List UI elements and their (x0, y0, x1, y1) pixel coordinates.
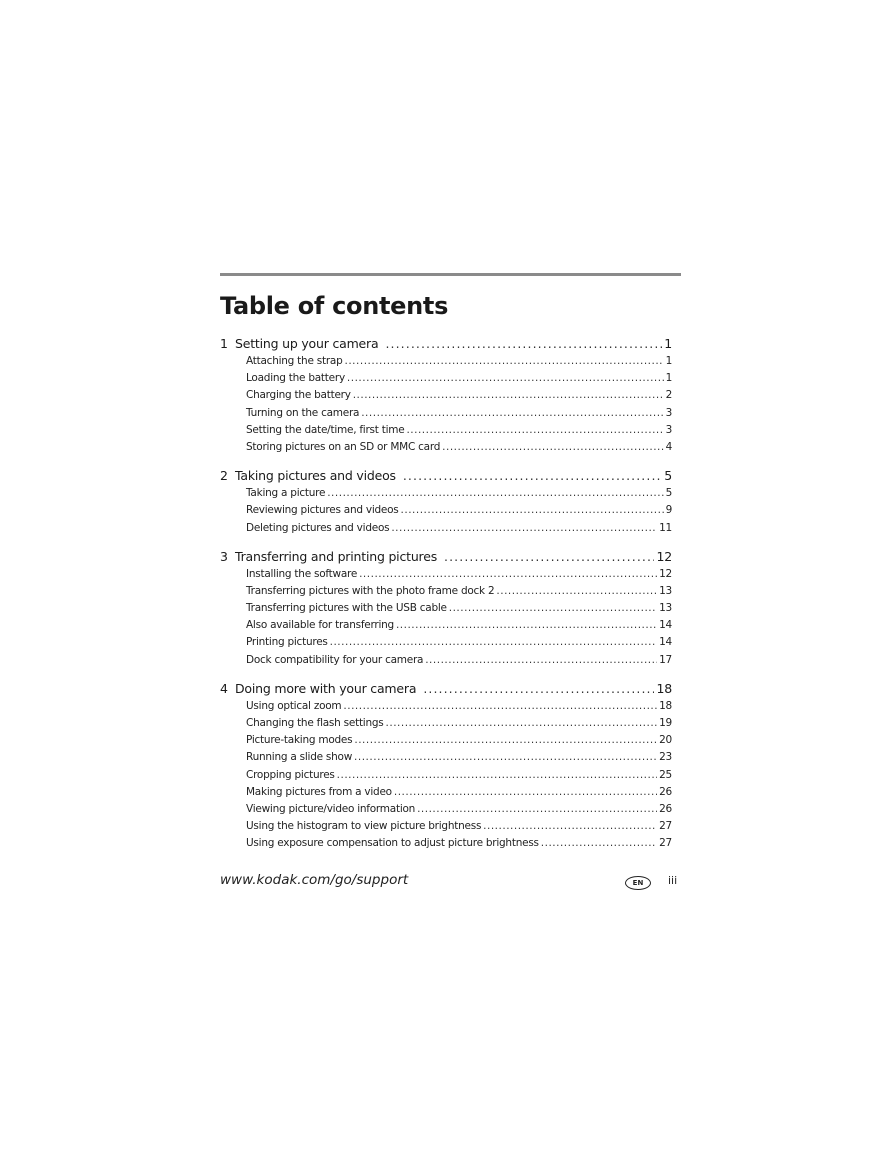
section-title: Deleting pictures and videos (246, 521, 390, 534)
section-title: Turning on the camera (246, 406, 360, 419)
section-page-number: 4 (665, 440, 672, 453)
toc-chapter-entry[interactable] (220, 681, 672, 700)
dot-leader (401, 504, 664, 516)
dot-leader (385, 336, 662, 351)
table-of-contents (220, 336, 672, 865)
section-title: Changing the flash settings (246, 717, 384, 729)
section-title: Also available for transferring (246, 619, 394, 632)
chapter-title: Taking pictures and videos (235, 468, 396, 484)
dot-leader (345, 355, 664, 367)
dot-leader (359, 568, 657, 580)
dot-leader (394, 786, 657, 798)
language-badge: EN (625, 876, 651, 890)
chapter-page-number: 5 (664, 468, 672, 484)
section-page-number: 3 (665, 423, 672, 436)
dot-leader (442, 441, 663, 453)
section-title: Transferring pictures with the USB cable (246, 602, 447, 615)
toc-section-entry[interactable] (220, 407, 672, 424)
section-title: Taking a picture (246, 487, 326, 500)
chapter-title: Transferring and printing pictures (235, 548, 438, 564)
dot-leader (330, 636, 658, 648)
toc-section-entry[interactable] (220, 820, 672, 837)
section-title: Loading the battery (246, 372, 345, 385)
section-title: Installing the software (246, 567, 358, 580)
toc-chapter-entry[interactable] (220, 468, 672, 487)
dot-leader (496, 585, 657, 597)
section-title: Printing pictures (246, 636, 328, 649)
dot-leader (444, 549, 654, 564)
section-page-number: 20 (659, 734, 672, 747)
dot-leader (361, 407, 663, 419)
toc-section-entry[interactable] (220, 654, 672, 671)
toc-section-entry[interactable] (220, 389, 672, 406)
section-title: Transferring pictures with the photo frame dock 2 (246, 584, 495, 597)
toc-chapter (220, 549, 672, 671)
chapter-page-number: 12 (656, 548, 672, 564)
dot-leader (343, 700, 657, 712)
dot-leader (353, 389, 664, 401)
toc-section-entry[interactable] (220, 619, 672, 636)
toc-section-entry[interactable] (220, 700, 672, 717)
dot-leader (327, 487, 663, 499)
toc-chapter (220, 681, 672, 855)
section-title: Dock compatibility for your camera (246, 653, 424, 666)
section-title: Cropping pictures (246, 768, 335, 781)
chapter-page-number: 18 (656, 680, 672, 696)
toc-section-entry[interactable] (220, 734, 672, 751)
section-page-number: 11 (659, 521, 672, 534)
section-page-number: 23 (659, 751, 672, 764)
section-title: Using exposure compensation to adjust picture brightness (246, 837, 539, 850)
chapter-number: 1 (220, 336, 228, 351)
section-page-number: 2 (665, 389, 672, 402)
toc-chapter (220, 468, 672, 539)
toc-section-entry[interactable] (220, 602, 672, 619)
dot-leader (403, 468, 662, 483)
toc-chapter (220, 336, 672, 458)
dot-leader (337, 769, 657, 781)
section-page-number: 1 (665, 372, 672, 385)
section-title: Attaching the strap (246, 355, 343, 367)
dot-leader (483, 820, 657, 832)
chapter-page-number: 1 (664, 336, 672, 351)
dot-leader (541, 837, 657, 849)
section-page-number: 26 (659, 785, 672, 798)
chapter-number: 2 (220, 468, 228, 484)
dot-leader (386, 717, 658, 729)
toc-chapter-entry[interactable] (220, 549, 672, 568)
footer-url-link[interactable]: www.kodak.com/go/support (220, 872, 409, 888)
section-title: Running a slide show (246, 751, 353, 764)
section-page-number: 1 (665, 355, 672, 367)
section-page-number: 25 (659, 768, 672, 781)
section-title: Using optical zoom (246, 699, 342, 712)
page-number: iii (668, 874, 678, 887)
toc-section-entry[interactable] (220, 355, 672, 372)
dot-leader (396, 619, 657, 631)
section-title: Picture-taking modes (246, 734, 353, 747)
section-page-number: 3 (665, 406, 672, 419)
toc-section-entry[interactable] (220, 786, 672, 803)
header-rule (220, 273, 681, 276)
section-page-number: 27 (659, 820, 672, 833)
section-page-number: 26 (659, 802, 672, 815)
toc-section-entry[interactable] (220, 837, 672, 854)
section-page-number: 13 (659, 584, 672, 597)
toc-section-entry[interactable] (220, 751, 672, 768)
chapter-number: 4 (220, 680, 228, 696)
toc-section-entry[interactable] (220, 636, 672, 653)
toc-section-entry[interactable] (220, 803, 672, 820)
toc-section-entry[interactable] (220, 568, 672, 585)
section-page-number: 12 (659, 567, 672, 580)
section-page-number: 27 (659, 837, 672, 850)
section-title: Using the histogram to view picture brightness (246, 820, 482, 833)
dot-leader (354, 751, 657, 763)
section-title: Reviewing pictures and videos (246, 504, 399, 517)
toc-section-entry[interactable] (220, 522, 672, 539)
chapter-title: Setting up your camera (235, 336, 379, 351)
toc-section-entry[interactable] (220, 585, 672, 602)
section-page-number: 9 (665, 504, 672, 517)
section-title: Charging the battery (246, 389, 351, 402)
section-page-number: 5 (665, 487, 672, 500)
section-page-number: 13 (659, 602, 672, 615)
section-title: Viewing picture/video information (246, 802, 416, 815)
toc-section-entry[interactable] (220, 769, 672, 786)
toc-section-entry[interactable] (220, 441, 672, 458)
chapter-title: Doing more with your camera (235, 680, 417, 696)
dot-leader (391, 522, 657, 534)
chapter-number: 3 (220, 548, 228, 564)
dot-leader (417, 803, 657, 815)
section-title: Making pictures from a video (246, 785, 392, 798)
section-page-number: 14 (659, 636, 672, 649)
toc-section-entry[interactable] (220, 487, 672, 504)
dot-leader (425, 654, 657, 666)
toc-chapter-entry[interactable] (220, 336, 672, 355)
dot-leader (347, 372, 664, 384)
toc-section-entry[interactable] (220, 372, 672, 389)
dot-leader (449, 602, 657, 614)
section-page-number: 18 (659, 699, 672, 712)
dot-leader (354, 734, 657, 746)
toc-section-entry[interactable] (220, 504, 672, 521)
dot-leader (406, 424, 663, 436)
section-title: Setting the date/time, first time (246, 423, 405, 436)
section-title: Storing pictures on an SD or MMC card (246, 440, 441, 453)
page-title: Table of contents (220, 292, 449, 320)
toc-section-entry[interactable] (220, 717, 672, 734)
section-page-number: 17 (659, 653, 672, 666)
section-page-number: 19 (659, 717, 672, 729)
toc-section-entry[interactable] (220, 424, 672, 441)
dot-leader (423, 681, 654, 696)
section-page-number: 14 (659, 619, 672, 632)
